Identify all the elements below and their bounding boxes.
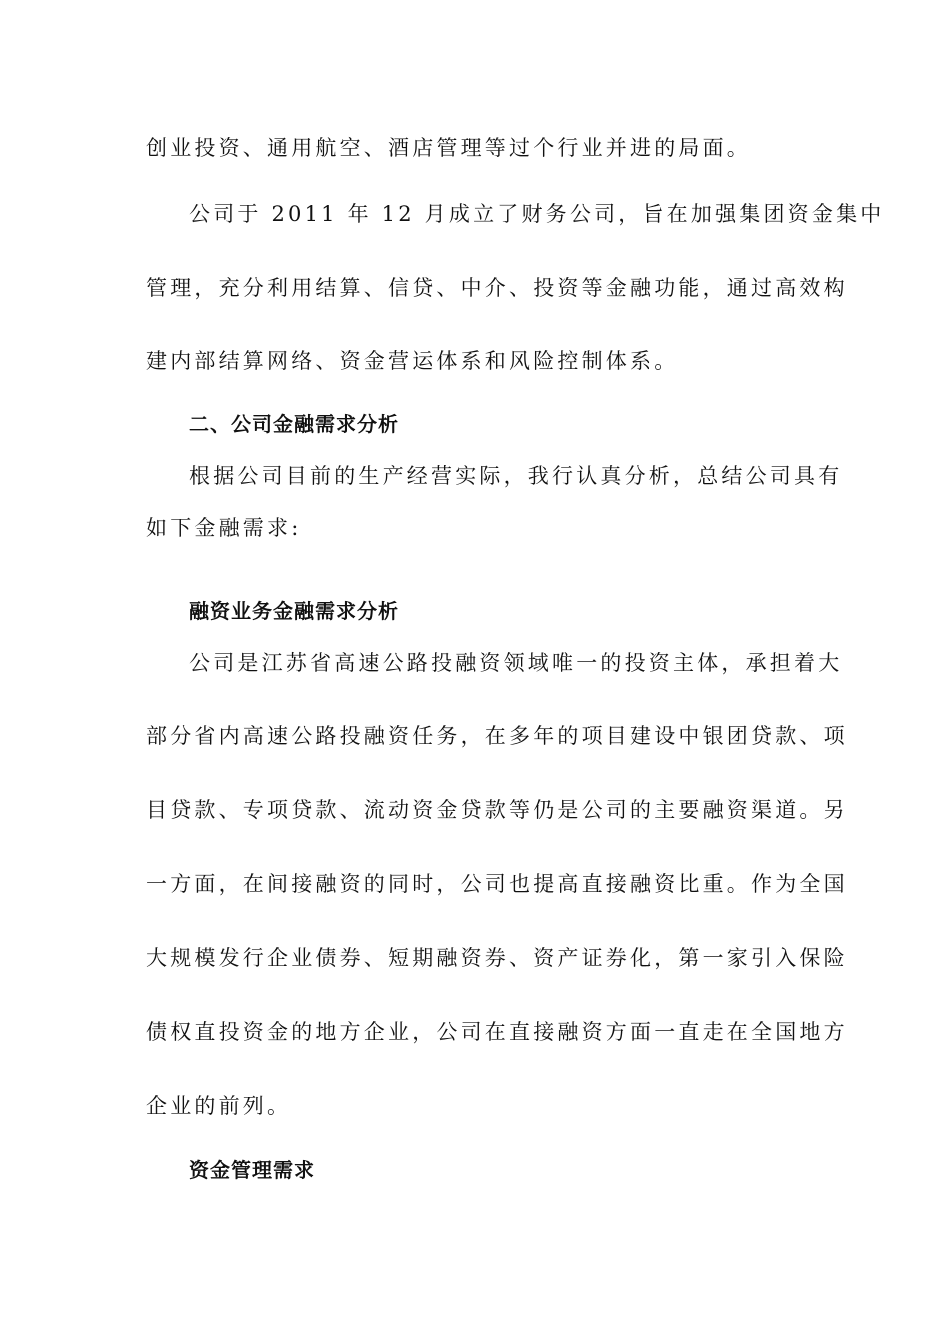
subsection-heading: 资金管理需求: [189, 1158, 315, 1182]
paragraph-line: 根据公司目前的生产经营实际，我行认真分析，总结公司具有: [189, 464, 843, 488]
paragraph-line: 企业的前列。: [146, 1094, 292, 1118]
paragraph-line: 目贷款、专项贷款、流动资金贷款等仍是公司的主要融资渠道。另: [146, 798, 848, 822]
paragraph-line: 如下金融需求:: [146, 516, 302, 540]
paragraph-line: 部分省内高速公路投融资任务，在多年的项目建设中银团贷款、项: [146, 724, 848, 748]
paragraph-line: 创业投资、通用航空、酒店管理等过个行业并进的局面。: [146, 136, 751, 160]
paragraph-line: 建内部结算网络、资金营运体系和风险控制体系。: [146, 349, 679, 373]
paragraph-line: 债权直投资金的地方企业，公司在直接融资方面一直走在全国地方: [146, 1020, 848, 1044]
paragraph-line: 大规模发行企业债券、短期融资券、资产证券化，第一家引入保险: [146, 946, 848, 970]
paragraph-line: 管理，充分利用结算、信贷、中介、投资等金融功能，通过高效构: [146, 276, 848, 300]
subsection-heading: 融资业务金融需求分析: [189, 599, 399, 623]
section-heading: 二、公司金融需求分析: [189, 412, 399, 436]
paragraph-line: 公司是江苏省高速公路投融资领域唯一的投资主体，承担着大: [189, 651, 843, 675]
paragraph-line: 公司于 2011 年 12 月成立了财务公司，旨在加强集团资金集中: [189, 202, 885, 226]
paragraph-line: 一方面，在间接融资的同时，公司也提高直接融资比重。作为全国: [146, 872, 848, 896]
